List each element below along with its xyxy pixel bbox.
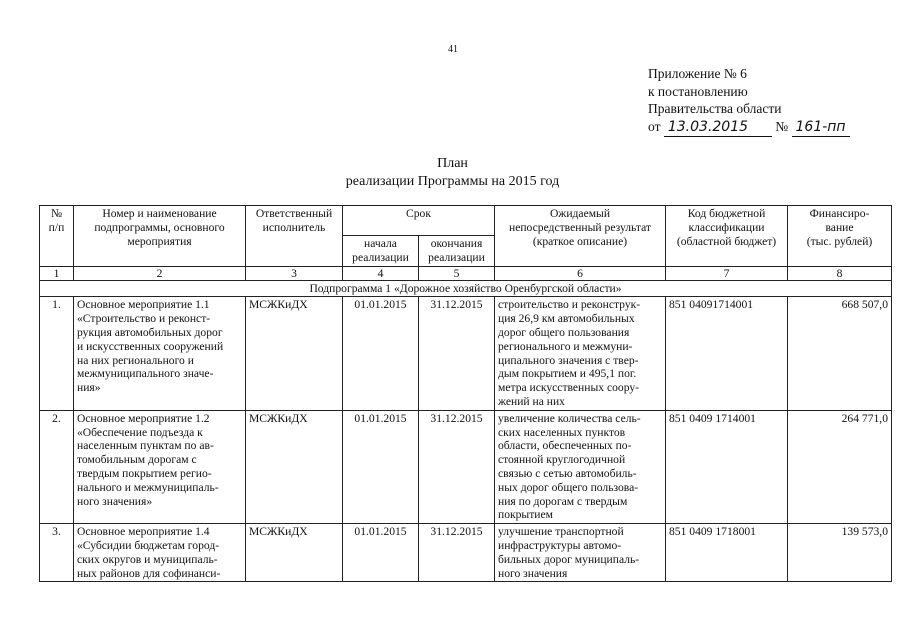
header-term: Срок [343, 206, 495, 236]
column-number: 2 [74, 266, 246, 280]
appendix-date-line [648, 118, 850, 138]
column-number-row [40, 266, 892, 280]
table-row [40, 524, 892, 582]
text-line: жений на них [498, 394, 565, 408]
text-line: начала [364, 237, 397, 250]
text-line: регионального и межмуни- [498, 339, 633, 353]
text-line: ных дорог общего пользова- [498, 480, 639, 494]
text-line: вание [825, 220, 854, 234]
text-line: Ожидаемый [549, 207, 611, 220]
appendix-line-1: Приложение № 6 [648, 66, 747, 81]
row-executor: МСЖКиДХ [246, 410, 343, 523]
text-line: (краткое описание) [532, 234, 628, 248]
text-line: ного значения [498, 566, 568, 580]
text-line: межмуниципального значе- [77, 367, 214, 381]
text-line: Финансиро- [809, 207, 870, 220]
text-line: ного значения» [77, 494, 153, 508]
text-line: рукция автомобильных дорог [77, 325, 223, 339]
column-number: 5 [419, 266, 495, 280]
column-number: 3 [246, 266, 343, 280]
text-line: ния» [77, 381, 101, 395]
column-number: 6 [495, 266, 666, 280]
text-line: ния по дорогам с твердым [498, 494, 628, 508]
text-line: «Субсидии бюджетам город- [77, 538, 220, 552]
header-result [495, 206, 666, 267]
row-financing: 139 573,0 [788, 524, 892, 582]
row-name [74, 410, 246, 523]
text-line: мероприятия [127, 234, 192, 248]
header-start [343, 236, 419, 267]
text-line: (областной бюджет) [676, 234, 777, 248]
page-number: 41 [448, 44, 458, 55]
text-line: связью с сетью автомобиль- [498, 466, 637, 480]
text-line: Код бюджетной [687, 207, 766, 220]
text-line: № [50, 207, 63, 220]
text-line: дорог общего пользования [498, 325, 630, 339]
text-line: на них регионального и [77, 353, 194, 367]
text-line: Основное мероприятие 1.1 [77, 298, 210, 312]
text-line: покрытием [498, 508, 553, 522]
row-name [74, 524, 246, 582]
row-end: 31.12.2015 [419, 524, 495, 582]
plan-table [39, 205, 892, 582]
appendix-block [648, 65, 850, 137]
text-line: «Обеспечение подъезда к [77, 425, 203, 439]
subprogram-row [40, 280, 892, 297]
row-code: 851 04091714001 [666, 297, 788, 410]
column-number: 4 [343, 266, 419, 280]
text-line: ципального значения с твер- [498, 353, 639, 367]
text-line: нального и межмуниципаль- [77, 480, 219, 494]
row-num: 3. [40, 524, 74, 582]
row-financing: 668 507,0 [788, 297, 892, 410]
row-start: 01.01.2015 [343, 524, 419, 582]
row-num: 1. [40, 297, 74, 410]
text-line: твердым покрытием регио- [77, 466, 212, 480]
decree-date: 13.03.2015 [664, 119, 772, 138]
header-num [40, 206, 74, 267]
text-line: исполнитель [262, 220, 326, 234]
text-line: Основное мероприятие 1.4 [77, 525, 210, 539]
row-start: 01.01.2015 [343, 297, 419, 410]
column-number: 1 [40, 266, 74, 280]
text-line: увеличение количества сель- [498, 411, 641, 425]
text-line: стоянной круглогодичной [498, 453, 626, 467]
text-line: дым покрытием и 495,1 пог. [498, 367, 637, 381]
text-line: (тыс. рублей) [806, 234, 873, 248]
row-end: 31.12.2015 [419, 410, 495, 523]
text-line: метра искусственных соору- [498, 381, 639, 395]
text-line: классификации [688, 220, 765, 234]
decree-number: 161-пп [792, 119, 850, 138]
text-line: окончания [430, 237, 483, 250]
text-line: подпрограммы, основного [94, 220, 225, 234]
plan-title: План [437, 156, 468, 171]
header-financing [788, 206, 892, 267]
row-financing: 264 771,0 [788, 410, 892, 523]
row-result [495, 410, 666, 523]
column-number: 7 [666, 266, 788, 280]
appendix-line-3: Правительства области [648, 101, 782, 116]
row-name [74, 297, 246, 410]
text-line: реализации [428, 250, 485, 264]
header-end [419, 236, 495, 267]
text-line: «Строительство и реконст- [77, 312, 211, 326]
header-row [40, 206, 892, 236]
text-line: ция 26,9 км автомобильных [498, 312, 635, 326]
text-line: бильных дорог муниципаль- [498, 552, 640, 566]
row-start: 01.01.2015 [343, 410, 419, 523]
text-line: ских населенных пунктов [498, 425, 626, 439]
row-result [495, 524, 666, 582]
row-executor: МСЖКиДХ [246, 524, 343, 582]
text-line: области, обеспеченных по- [498, 439, 632, 453]
text-line: улучшение транспортной [498, 525, 624, 539]
text-line: томобильным дорогам с [77, 453, 197, 467]
text-line: и искусственных сооружений [77, 339, 224, 353]
row-executor: МСЖКиДХ [246, 297, 343, 410]
column-number: 8 [788, 266, 892, 280]
header-name [74, 206, 246, 267]
text-line: инфраструктуры автомо- [498, 538, 622, 552]
number-label: № [775, 118, 789, 134]
text-line: Основное мероприятие 1.2 [77, 411, 210, 425]
row-result [495, 297, 666, 410]
row-code: 851 0409 1718001 [666, 524, 788, 582]
from-label: от [648, 118, 661, 134]
row-num: 2. [40, 410, 74, 523]
plan-subtitle: реализации Программы на 2015 год [345, 174, 560, 189]
table-row [40, 297, 892, 410]
text-line: ных районов для софинанси- [77, 566, 221, 580]
text-line: п/п [48, 220, 65, 234]
row-end: 31.12.2015 [419, 297, 495, 410]
header-code [666, 206, 788, 267]
subprogram-title: Подпрограмма 1 «Дорожное хозяйство Оренбургской области» [40, 280, 892, 297]
text-line: Номер и наименование [102, 207, 217, 220]
row-code: 851 0409 1714001 [666, 410, 788, 523]
text-line: непосредственный результат [508, 220, 651, 234]
header-executor [246, 206, 343, 267]
text-line: населенным пунктам по ав- [77, 439, 214, 453]
text-line: строительство и реконструк- [498, 298, 641, 312]
text-line: реализации [352, 250, 409, 264]
text-line: Ответственный [255, 207, 333, 220]
table-row [40, 410, 892, 523]
appendix-line-2: к постановлению [648, 83, 748, 99]
text-line: ских округов и муниципаль- [77, 552, 218, 566]
